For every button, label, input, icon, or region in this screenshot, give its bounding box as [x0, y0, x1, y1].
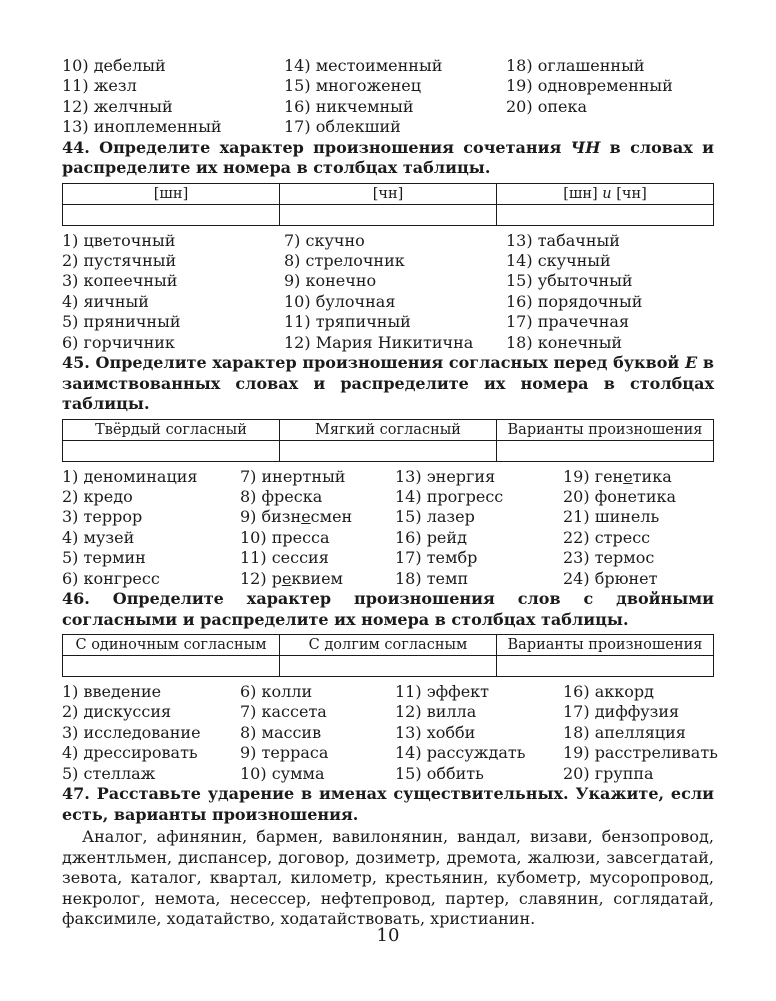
list-row — [62, 467, 714, 487]
list-item: 18) апелляция — [563, 722, 686, 742]
list-row — [62, 312, 714, 332]
answer-cell[interactable] — [280, 440, 497, 461]
table-header-cell: С долгим согласным — [280, 635, 497, 656]
list-item: 15) оббить — [395, 763, 484, 783]
list-item: 9) терраса — [240, 743, 329, 763]
list-item: 1) деноминация — [62, 466, 198, 486]
list-item: 16) аккорд — [563, 682, 654, 701]
table-header-cell: Мягкий согласный — [280, 419, 497, 440]
list-item: 4) яичный — [62, 291, 149, 311]
list-item: 18) темп — [395, 568, 469, 588]
list-item: 7) кассета — [240, 702, 327, 722]
list-item: 23) термос — [563, 548, 655, 568]
table-header-cell — [497, 183, 714, 204]
list-item: 13) табачный — [506, 230, 620, 250]
list-item: 14) скучный — [506, 251, 611, 271]
exercise-45-heading-end: в заимствованных словах и распределите их номера в столбцах таблицы. — [62, 353, 714, 414]
list-row — [62, 507, 714, 527]
list-row — [62, 117, 714, 137]
exercise-46-table — [62, 634, 714, 677]
table-header-cell: Твёрдый согласный — [63, 419, 280, 440]
list-item: 12) реквием — [240, 568, 343, 588]
table-answer-row — [63, 440, 714, 461]
list-item: 18) оглашенный — [506, 56, 645, 75]
table-header-row — [63, 183, 714, 204]
table-header-cell: [шн] — [63, 183, 280, 204]
list-item: 19) одновременный — [506, 76, 673, 96]
list-item: 14) рассуждать — [395, 743, 526, 763]
exercise-44-word-list — [62, 231, 714, 353]
exercise-47-heading: 47. Расставьте ударение в именах существительных. Укажите, если есть, варианты произношения. — [62, 784, 714, 824]
list-item: 17) прачечная — [506, 312, 630, 332]
list-row — [62, 487, 714, 507]
list-item: 13) энергия — [395, 466, 496, 486]
list-item: 8) стрелочник — [284, 251, 405, 271]
list-item: 24) брюнет — [563, 568, 658, 588]
chn-label: [чн] — [611, 185, 647, 202]
exercise-44-heading-end: в словах и распределите их номера в столбцах таблицы. — [62, 137, 714, 178]
list-row — [62, 231, 714, 251]
answer-cell[interactable] — [497, 656, 714, 677]
list-item — [506, 117, 714, 137]
list-item: 11) жезл — [62, 76, 137, 96]
list-item: 13) хобби — [395, 722, 476, 742]
list-item: 10) пресса — [240, 527, 330, 547]
table-answer-row — [63, 204, 714, 225]
answer-cell[interactable] — [63, 204, 280, 225]
list-item: 12) вилла — [395, 702, 477, 722]
table-header-cell: С одиночным согласным — [63, 635, 280, 656]
list-row — [62, 702, 714, 722]
list-item: 3) копеечный — [62, 271, 178, 291]
list-row — [62, 569, 714, 589]
answer-cell[interactable] — [497, 204, 714, 225]
list-item: 14) местоименный — [284, 56, 443, 75]
exercise-44-heading — [62, 138, 714, 179]
list-item: 5) стеллаж — [62, 763, 156, 783]
list-item: 17) диффузия — [563, 702, 680, 722]
list-row — [62, 76, 714, 96]
list-item: 17) облекший — [284, 117, 401, 137]
answer-cell[interactable] — [280, 204, 497, 225]
list-item: 5) термин — [62, 548, 146, 568]
list-item: 12) Мария Никитична — [284, 332, 474, 352]
exercise-43-word-list-tail — [62, 56, 714, 138]
list-item: 8) фреска — [240, 486, 323, 506]
exercise-44-table — [62, 183, 714, 226]
table-header-row — [63, 635, 714, 656]
list-row — [62, 271, 714, 291]
list-item: 1) цветочный — [62, 230, 176, 250]
list-item: 6) горчичник — [62, 332, 175, 352]
list-row — [62, 292, 714, 312]
answer-cell[interactable] — [280, 656, 497, 677]
list-item: 2) дискуссия — [62, 702, 172, 722]
exercise-44-heading-letters: ЧН — [570, 137, 601, 157]
list-item: 15) убыточный — [506, 271, 633, 291]
exercise-47-word-paragraph: Аналог, афинянин, бармен, вавилонянин, вандал, визави, бензопровод, джентльмен, диспансер, договор, дозиметр, дремота, жалюзи, завсегдатай, зевота, каталог, квартал, километр, крестьянин, кубометр, мусоропровод, некролог, немота, несессер, нефтепровод, партер, славянин, соглядатай, факсимиле, ходатайство, ходатайствовать, христианин. — [62, 827, 714, 929]
table-header-cell: Варианты произношения — [497, 635, 714, 656]
list-item: 10) дебелый — [62, 56, 166, 75]
list-row — [62, 764, 714, 784]
table-answer-row — [63, 656, 714, 677]
list-item: 10) булочная — [284, 291, 396, 311]
list-item: 4) музей — [62, 527, 135, 547]
list-item: 11) тряпичный — [284, 312, 411, 332]
list-item: 7) скучно — [284, 230, 365, 250]
list-row — [62, 333, 714, 353]
exercise-46-word-list — [62, 682, 718, 784]
list-item: 12) желчный — [62, 96, 173, 116]
exercise-45-heading-start: 45. Определите характер произношения согласных перед буквой — [62, 353, 685, 373]
list-item: 16) никчемный — [284, 96, 414, 116]
list-item: 9) бизнесмен — [240, 507, 353, 527]
table-header-cell: Варианты произношения — [497, 419, 714, 440]
table-header-cell: [чн] — [280, 183, 497, 204]
list-item: 17) тембр — [395, 548, 478, 568]
list-row — [62, 682, 714, 702]
list-row — [62, 528, 714, 548]
and-label: и — [602, 185, 612, 202]
exercise-44-heading-start: 44. Определите характер произношения сочетания — [62, 137, 571, 157]
list-item: 21) шинель — [563, 507, 660, 527]
list-item: 11) эффект — [395, 682, 490, 701]
list-item: 20) опека — [506, 96, 587, 116]
list-row — [62, 743, 718, 763]
list-item: 15) лазер — [395, 507, 475, 527]
list-item: 16) рейд — [395, 527, 467, 547]
exercise-45-heading — [62, 353, 714, 415]
list-item: 16) порядочный — [506, 291, 643, 311]
list-item: 8) массив — [240, 722, 322, 742]
list-item: 9) конечно — [284, 271, 377, 291]
exercise-45-table — [62, 419, 714, 462]
list-row — [62, 548, 714, 568]
list-item: 6) колли — [240, 682, 313, 701]
exercise-45-heading-letter: Е — [684, 353, 698, 373]
list-item: 19) генетика — [563, 466, 672, 486]
list-row — [62, 723, 714, 743]
list-item: 5) пряничный — [62, 312, 181, 332]
exercise-45-word-list — [62, 467, 714, 589]
list-item: 14) прогресс — [395, 486, 504, 506]
page-number: 10 — [376, 925, 400, 946]
list-row — [62, 97, 714, 117]
answer-cell[interactable] — [497, 440, 714, 461]
page-content — [62, 56, 718, 930]
list-item: 10) сумма — [240, 763, 325, 783]
exercise-46-heading: 46. Определите характер произношения слов с двойными согласными и распределите их номера в столбцах таблицы. — [62, 589, 714, 629]
shn-label: [шн] — [563, 185, 603, 202]
answer-cell[interactable] — [63, 440, 280, 461]
table-header-row — [63, 419, 714, 440]
list-item: 22) стресс — [563, 527, 651, 547]
list-item: 20) группа — [563, 763, 654, 783]
list-item: 2) пустячный — [62, 251, 177, 271]
list-row — [62, 56, 714, 76]
list-item: 2) кредо — [62, 486, 133, 506]
list-item: 1) введение — [62, 682, 162, 701]
list-item: 20) фонетика — [563, 486, 677, 506]
list-item: 7) инертный — [240, 466, 346, 486]
list-item: 3) террор — [62, 507, 143, 527]
list-item: 18) конечный — [506, 332, 623, 352]
list-item: 11) сессия — [240, 548, 329, 568]
list-item: 15) многоженец — [284, 76, 422, 96]
answer-cell[interactable] — [63, 656, 280, 677]
list-item: 13) иноплеменный — [62, 117, 222, 137]
list-item: 4) дрессировать — [62, 743, 198, 763]
list-item: 6) конгресс — [62, 568, 160, 588]
list-item: 3) исследование — [62, 722, 201, 742]
list-row — [62, 251, 714, 271]
list-item: 19) расстреливать — [563, 743, 718, 763]
